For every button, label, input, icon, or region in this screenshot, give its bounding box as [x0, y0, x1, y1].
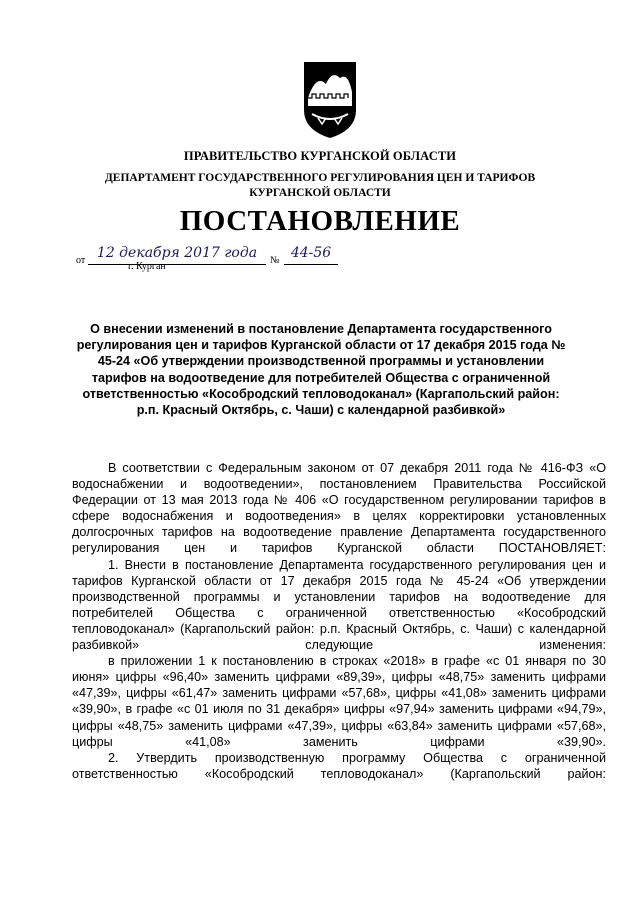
document-type-title: ПОСТАНОВЛЕНИЕ: [179, 205, 461, 237]
handwritten-number: 44-56: [290, 245, 332, 261]
number-prefix: №: [270, 255, 280, 266]
body-paragraph-item-1: 1. Внести в постановление Департамента государственного регулирования цен и тарифов Курганской области от 17 декабря 2015 года № 45-24 «Об утверждении производственной программы и установлении тарифов на водоотведение для потребителей Общества с ограниченной ответственностью «Кособродский тепловодоканал» (Каргапольский район: р.п. Красный Октябрь, с. Чаши) с календарной разбивкой» следующие изменения:: [72, 557, 606, 653]
document-subject: О внесении изменений в постановление Департамента государственного регулирования цен и тарифов Курганской области от 17 декабря 2015 года № 45-24 «Об утверждении производственной программы и установлении тарифов на водоотведение для потребителей Общества с ограниченной ответственностью «Кособродский тепловодоканал» (Каргапольский район: р.п. Красный Октябрь, с. Чаши) с календарной разбивкой»: [76, 322, 566, 418]
department-line-2: КУРГАНСКОЙ ОБЛАСТИ: [249, 187, 391, 199]
body-paragraph-preamble: В соответствии с Федеральным законом от 07 декабря 2011 года № 416-ФЗ «О водоснабжении и водоотведении», постановлением Правительства Российской Федерации от 13 мая 2013 года № 406 «О государственном регулировании тарифов в сфере водоснабжения и водоотведения» в целях корректировки установленных долгосрочных тарифов на водоотведение правление Департамента государственного регулирования цен и тарифов Курганской области ПОСТАНОВЛЯЕТ:: [72, 461, 606, 556]
body-paragraph-changes: в приложении 1 к постановлению в строках «2018» в графе «с 01 января по 30 июня» цифры «96,40» заменить цифрами «89,39», цифры «48,75» заменить цифрами «47,39», цифры «61,47» заменить цифрами «57,68», цифры «41,08» заменить цифрами «39,90», в графе «с 01 июля по 31 декабря» цифры «97,94» заменить цифрами «94,79», цифры «48,75» заменить цифрами «47,39», цифры «63,84» заменить цифрами «57,68», цифры «41,08» заменить цифрами «39,90».: [72, 654, 606, 749]
department-name: [60, 171, 580, 201]
department-line-1: ДЕПАРТАМЕНТ ГОСУДАРСТВЕННОГО РЕГУЛИРОВАНИЯ ЦЕН И ТАРИФОВ: [104, 172, 536, 184]
government-name: ПРАВИТЕЛЬСТВО КУРГАНСКОЙ ОБЛАСТИ: [183, 149, 457, 163]
document-body: [72, 460, 606, 782]
date-underline: [88, 264, 266, 265]
coat-of-arms-emblem: [300, 58, 360, 140]
date-prefix: от: [76, 255, 86, 266]
city-name: г. Курган: [128, 261, 166, 272]
date-number-line: [76, 245, 376, 275]
handwritten-date: 12 декабря 2017 года: [96, 245, 258, 261]
number-underline: [284, 264, 338, 265]
body-paragraph-item-2: 2. Утвердить производственную программу Общества с ограниченной ответственностью «Кособродский тепловодоканал» (Каргапольский район:: [72, 750, 606, 781]
